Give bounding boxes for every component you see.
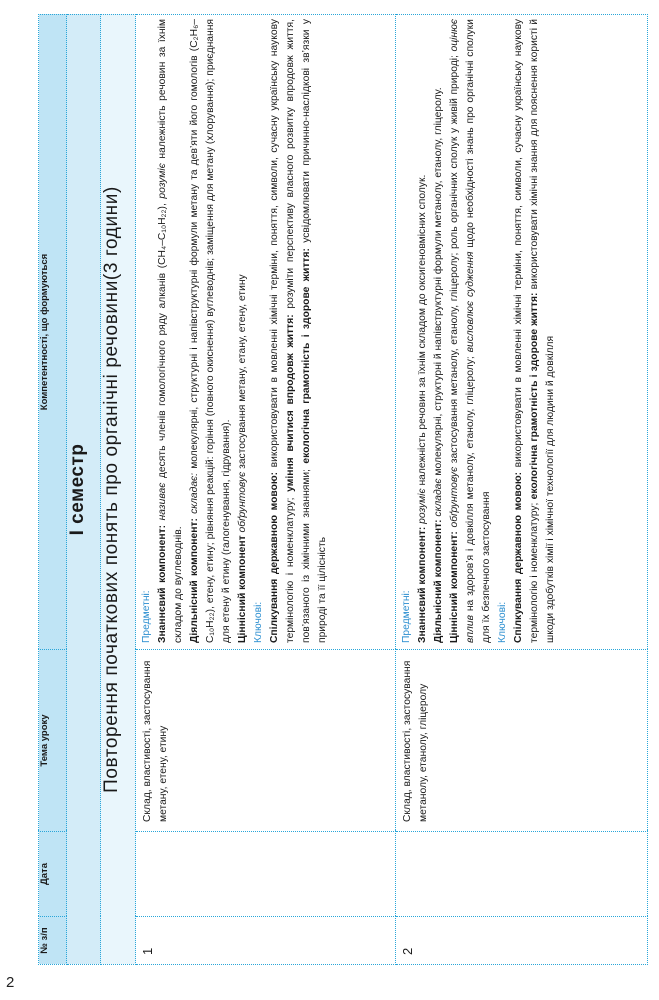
lesson-number: 1 (136, 917, 396, 965)
value-verb: обґрунтовує (449, 466, 460, 528)
value-text: застосування метану, етану, етену, етину (237, 274, 248, 469)
header-competencies: Компетентності, що формуються (39, 15, 67, 650)
table-row (396, 15, 648, 965)
value-label: Ціннісний компонент (237, 535, 248, 643)
lesson-plan-table (38, 14, 648, 965)
value-verb-2: оцінює вплив (449, 19, 476, 643)
lesson-competencies (396, 15, 648, 650)
key-label: Ключові: (253, 601, 264, 643)
knowledge-verb: розуміє (417, 488, 428, 524)
table-row (136, 15, 396, 965)
page-number: 2 (6, 974, 15, 991)
activity-text: молекулярні, структурні й напівструктурні формули метанолу, етанолу, гліцеролу. (433, 87, 444, 476)
communication-label: Спілкування державною мовою: (269, 471, 280, 643)
value-text-2: на здоров’я і довкілля метанолу, етанолу, гліцеролу; (465, 356, 476, 612)
ecology-text: використовувати хімічні знання для пояснення користі й шкоди здобутків хімії і хімічної технології для людини й довкілля (529, 19, 556, 643)
header-theme: Тема уроку (39, 650, 67, 832)
topic-title: Повторення початкових понять про органічні речовини(3 години) (101, 15, 136, 965)
header-number: № з/п (39, 917, 67, 965)
key-label: Ключові: (497, 601, 508, 643)
semester-row (67, 15, 101, 965)
ecology-label: екологічна грамотність і здорове життя: (301, 248, 312, 464)
subject-label: Предметні: (141, 590, 152, 643)
lesson-date (136, 832, 396, 917)
activity-verb: складає (433, 478, 444, 517)
header-date: Дата (39, 832, 67, 917)
activity-label: Діяльнісний компонент: (433, 519, 444, 643)
knowledge-verb-2: розуміє (157, 163, 168, 199)
lesson-plan-page (38, 15, 648, 965)
value-verb: обґрунтовує (237, 471, 248, 533)
ecology-text: усвідомлювати причинно-наслідкові зв’язки у природі та її цілісність (301, 19, 328, 643)
value-verb-3: висловлює судження (465, 251, 476, 353)
knowledge-verb: називає (157, 482, 168, 521)
lesson-competencies (136, 15, 396, 650)
topic-row (101, 15, 136, 965)
value-label: Ціннісний компонент: (449, 531, 460, 643)
knowledge-text: десять членів гомологічного ряду алканів (CH₄–C₁₀H₂₂), (157, 203, 168, 479)
activity-text: молекулярні, структурні і напівструктурні формули метану та дев’яти його гомологів (C₂H₆–C₁₀H₂₂), етену, етину; рівняння реакцій: горіння (повного окиснення) вуглеводнів; заміщення для метану (хлорування); приєднання для етену й етину (галогенування, гідрування). (189, 19, 232, 643)
knowledge-label: Знаннєвий компонент: (157, 524, 168, 643)
activity-label: Діяльнісний компонент: (189, 518, 200, 643)
table-header-row (39, 15, 67, 965)
communication-label: Спілкування державною мовою: (513, 471, 524, 643)
lesson-theme: Склад, властивості, застосування метанолу, етанолу, гліцеролу (396, 650, 648, 832)
ecology-label: екологічна грамотність і здорове життя: (529, 292, 540, 500)
activity-verb: складає: (189, 472, 200, 514)
value-text-3: щодо необхідності знань про органічні сполуки для їх безпечного застосування (465, 19, 492, 643)
communication-text: використовувати в мовленні хімічні терміни, поняття, символи, сучасну українську наукову термінологію і номенклатуру; (269, 19, 296, 643)
communication-text: використовувати в мовленні хімічні терміни, поняття, символи, сучасну українську наукову термінологію і номенклатуру; (513, 19, 540, 643)
knowledge-text-2: належність речовин за їхнім складом до вуглеводнів. (157, 19, 184, 643)
value-text: застосування метанолу, етанолу, гліцеролу; роль органічних сполук у живій природі; (449, 55, 460, 464)
learning-label: уміння вчитися впродовж життя: (285, 314, 296, 492)
subject-label: Предметні: (401, 590, 412, 643)
lesson-theme: Склад, властивості, застосування метану, етену, етину (136, 650, 396, 832)
lesson-date (396, 832, 648, 917)
lesson-number: 2 (396, 917, 648, 965)
knowledge-text: належність речовин за їхнім складом до оксигеновмісних сполук. (417, 174, 428, 486)
semester-title: І семестр (67, 15, 101, 965)
knowledge-label: Знаннєвий компонент: (417, 526, 428, 643)
learning-text: розуміти перспективу власного розвитку впродовж життя, пов’язаного із хімічними знаннями; (285, 19, 312, 643)
